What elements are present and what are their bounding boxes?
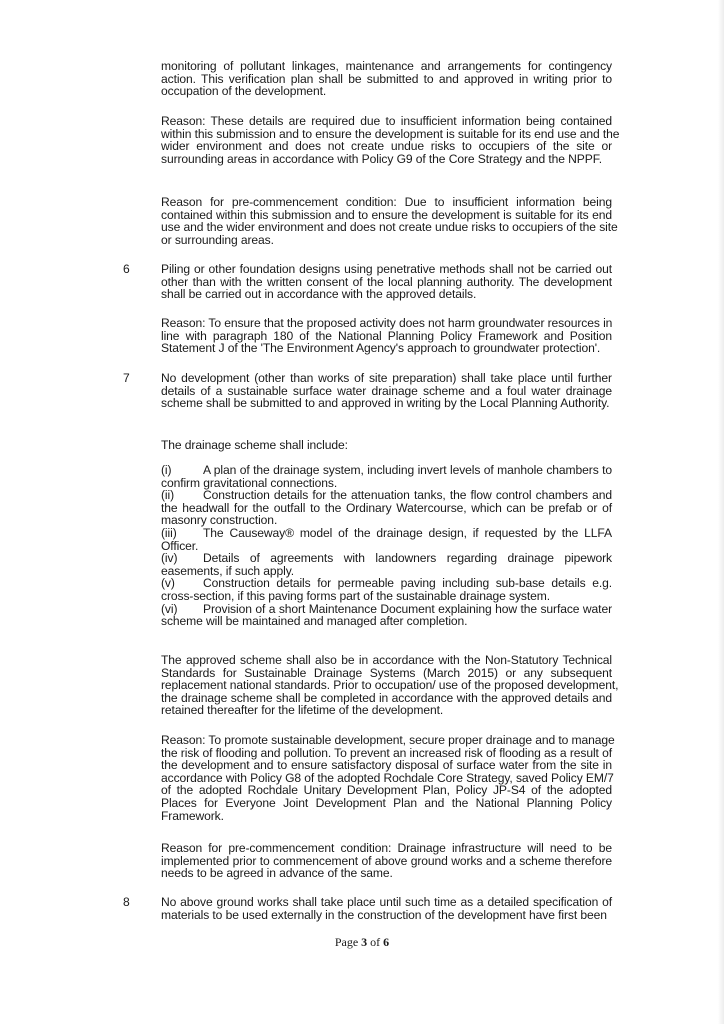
list-item-continuation: cross-section, if this paving forms part of the sustainable drainage system.: [161, 588, 550, 603]
list-item-label: (ii): [161, 488, 175, 503]
text-line: No above ground works shall take place until such time as a detailed specification of: [161, 895, 612, 909]
paragraph-p7: [161, 439, 612, 452]
text-line: accordance with Policy G8 of the adopted Rochdale Core Strategy, saved Policy EM/7: [161, 770, 614, 785]
text-line: Statement J of the 'The Environment Agency's approach to groundwater protection'.: [161, 341, 601, 356]
list-item-continuation: confirm gravitational connections.: [161, 475, 338, 490]
text-line: surrounding areas in accordance with Policy G9 of the Core Strategy and the NPPF.: [161, 151, 602, 166]
list-item: [161, 464, 612, 489]
text-line: wider environment and does not create undue risks to occupiers of the site or: [161, 139, 612, 154]
list-item-label: (iii): [161, 525, 177, 540]
text-line: Piling or other foundation designs using penetrative methods shall not be carried out: [161, 262, 612, 276]
list-item: [161, 552, 612, 577]
paragraph-p11: [161, 842, 612, 880]
text-line: shall be carried out in accordance with the approved details.: [161, 287, 477, 302]
list-item-text: Construction details for the attenuation tanks, the flow control chambers and: [203, 488, 612, 503]
list-item-text: A plan of the drainage system, including invert levels of manhole chambers to: [203, 463, 612, 477]
list-item-label: (iv): [161, 551, 178, 566]
list-item-continuation: masonry construction.: [161, 513, 278, 528]
drainage-items-list: [161, 464, 612, 628]
list-item-text: Details of agreements with landowners regarding drainage pipework: [203, 551, 612, 566]
list-item: [161, 577, 612, 602]
text-line: Reason for pre-commencement condition: Due to insufficient information being: [161, 195, 612, 209]
list-item-text: Provision of a short Maintenance Document explaining how the surface water: [203, 601, 612, 616]
paragraph-p10: [161, 733, 615, 823]
text-line: Reason: To promote sustainable development, secure proper drainage and to manage: [161, 733, 615, 747]
list-item-continuation: the headwall for the outfall to the Ordinary Watercourse, which can be prefab or of: [161, 500, 612, 515]
paragraph-p4: [161, 263, 612, 301]
list-item: [161, 489, 612, 527]
text-line: occupation of the development.: [161, 84, 327, 99]
list-item-label: (i): [161, 463, 172, 477]
list-item-continuation: Officer.: [161, 538, 199, 553]
page-total: 6: [383, 935, 390, 949]
text-line: the risk of flooding and pollution. To prevent an increased risk of flooding as a result of: [161, 745, 612, 760]
page-current: 3: [361, 935, 368, 949]
text-line: action. This verification plan shall be submitted to and approved in writing prior to: [161, 71, 612, 86]
page-footer: [0, 935, 724, 950]
scan-edge-shadow: [718, 0, 724, 1024]
text-line: needs to be agreed in advance of the same.: [161, 866, 393, 881]
page-middle: of: [367, 935, 384, 949]
text-line: monitoring of pollutant linkages, maintenance and arrangements for contingency: [161, 59, 612, 73]
text-line: The approved scheme shall also be in accordance with the Non-Statutory Technical: [161, 653, 612, 667]
text-line: The drainage scheme shall include:: [161, 438, 348, 452]
condition-number: 8: [123, 895, 130, 909]
paragraph-p1: [161, 60, 612, 98]
page-prefix: Page: [334, 935, 362, 949]
list-item-continuation: easements, if such apply.: [161, 563, 295, 578]
text-line: line with paragraph 180 of the National Planning Policy Framework and Position: [161, 328, 612, 343]
text-line: within this submission and to ensure the development is suitable for its end use and the: [161, 126, 620, 141]
text-line: implemented prior to commencement of above ground works and a scheme therefore: [161, 853, 612, 868]
paragraph-p12: [161, 896, 612, 921]
text-line: the development and to ensure satisfactory disposal of surface water from the site in: [161, 758, 612, 773]
text-line: scheme shall be submitted to and approved in writing by the Local Planning Authority.: [161, 396, 610, 411]
text-line: or surrounding areas.: [161, 232, 274, 247]
paragraph-p6: [161, 372, 612, 410]
list-item-label: (vi): [161, 601, 178, 616]
text-line: of the adopted Rochdale Unitary Development Plan, Policy JP-S4 of the adopted: [161, 783, 612, 798]
text-line: No development (other than works of site preparation) shall take place until further: [161, 371, 612, 385]
list-item-first-line: [161, 463, 612, 477]
text-line: retained thereafter for the lifetime of the development.: [161, 703, 444, 718]
paragraph-p2: [161, 114, 620, 166]
text-line: Reason for pre-commencement condition: Drainage infrastructure will need to be: [161, 841, 612, 855]
text-line: Reason: These details are required due to insufficient information being contained: [161, 114, 612, 128]
list-item-continuation: scheme will be maintained and managed after completion.: [161, 614, 468, 629]
text-line: Standards for Sustainable Drainage Systems (March 2015) or any subsequent: [161, 665, 612, 680]
list-item-label: (v): [161, 576, 175, 591]
text-line: Places for Everyone Joint Development Plan and the National Planning Policy: [161, 795, 612, 810]
text-line: replacement national standards. Prior to occupation/ use of the proposed development,: [161, 678, 619, 693]
text-line: details of a sustainable surface water drainage scheme and a foul water drainage: [161, 383, 612, 398]
text-line: contained within this submission and to ensure the development is suitable for its end: [161, 207, 612, 222]
text-line: Reason: To ensure that the proposed activity does not harm groundwater resources in: [161, 316, 613, 330]
list-item-first-line: [161, 526, 612, 540]
paragraph-p9: [161, 653, 619, 718]
text-line: other than with the written consent of the local planning authority. The development: [161, 274, 612, 289]
list-item: [161, 527, 612, 552]
text-line: materials to be used externally in the construction of the development have first been: [161, 907, 607, 922]
text-line: use and the wider environment and does not create undue risks to occupiers of the site: [161, 220, 618, 235]
paragraph-p5: [161, 317, 612, 355]
list-item: [161, 603, 612, 628]
text-line: Framework.: [161, 808, 224, 823]
condition-number: 7: [123, 371, 130, 385]
list-item-text: Construction details for permeable paving including sub-base details e.g.: [203, 576, 612, 591]
text-line: the drainage scheme shall be completed in accordance with the approved details and: [161, 690, 612, 705]
condition-number: 6: [123, 262, 130, 276]
list-item-text: The Causeway® model of the drainage design, if requested by the LLFA: [203, 525, 612, 540]
paragraph-p3: [161, 195, 618, 247]
